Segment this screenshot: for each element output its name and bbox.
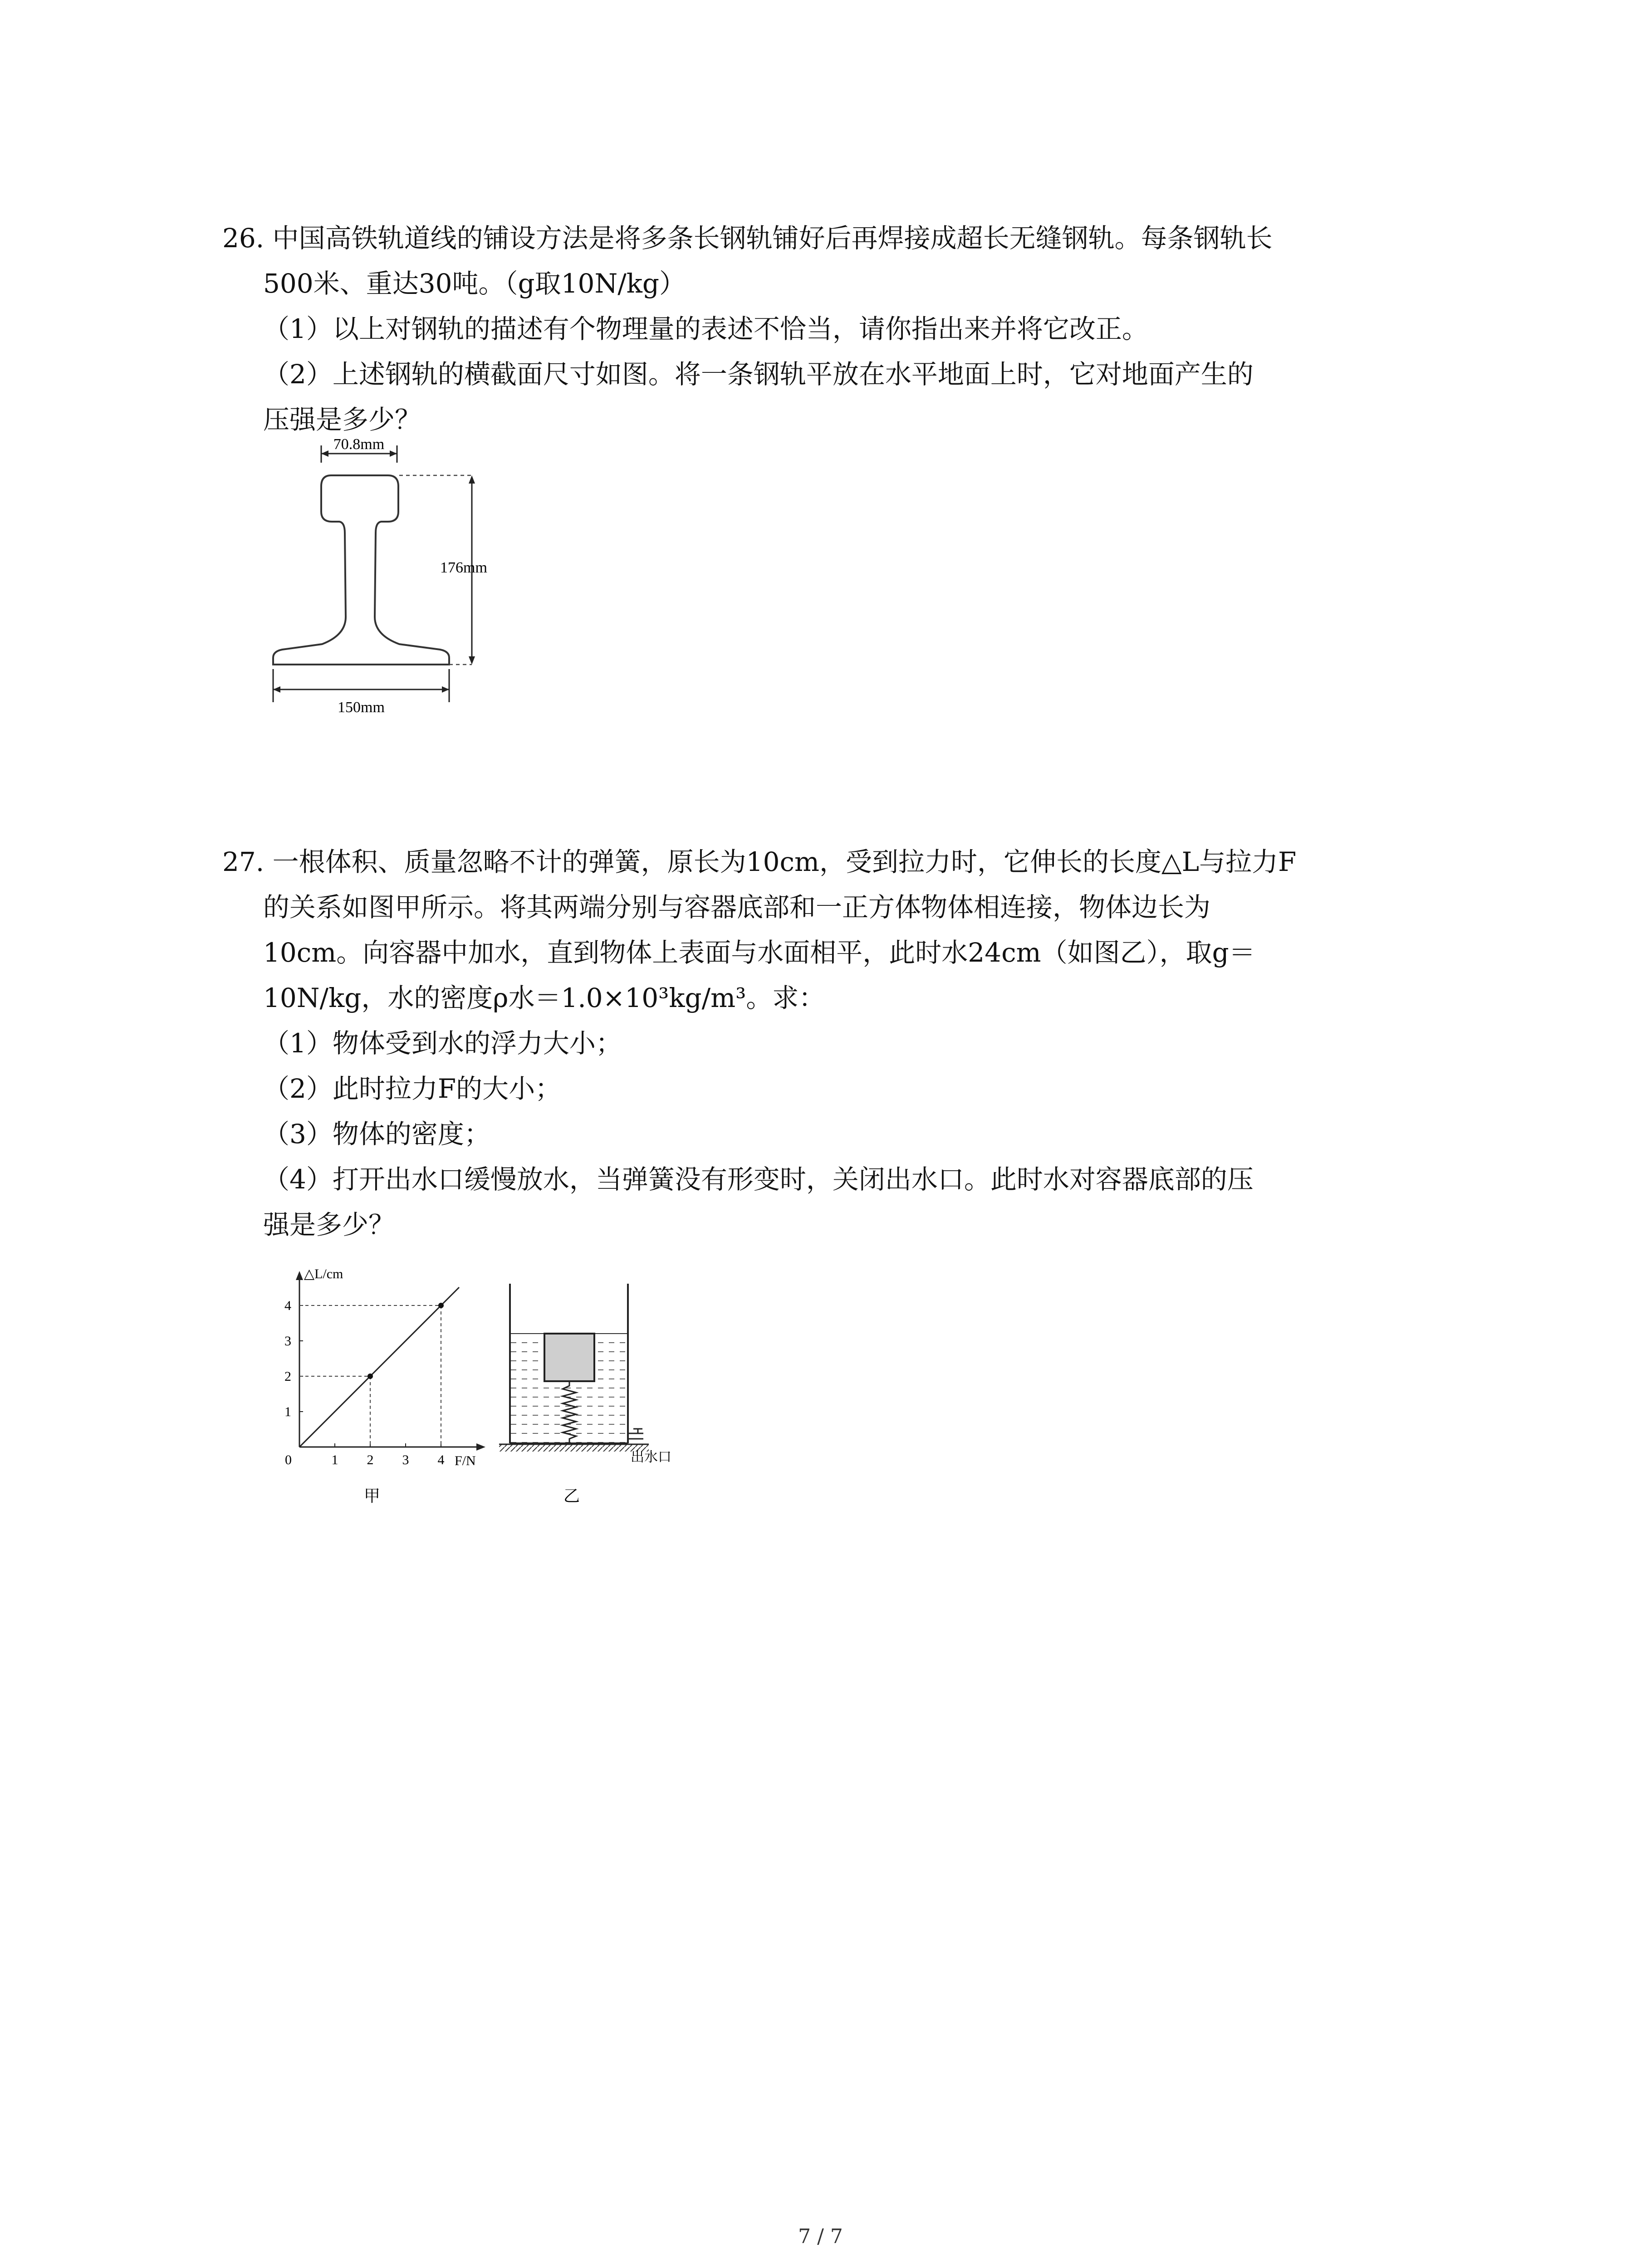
q27-sub-1: （1）物体受到水的浮力大小； — [263, 1028, 622, 1059]
q26-sub-1: （1）以上对钢轨的描述有个物理量的表述不恰当，请你指出来并将它改正。 — [263, 313, 1148, 344]
q27-line-3: 10cm。向容器中加水，直到物体上表面与水面相平，此时水24cm（如图乙），取g＝ — [263, 937, 1255, 968]
rail-height-label: 176mm — [440, 559, 487, 576]
question-27 — [222, 839, 1447, 1247]
graph-caption-jia: 甲 — [363, 1487, 381, 1505]
container-figure-yi — [499, 1284, 690, 1510]
x-axis-label: F/N — [455, 1453, 476, 1468]
question-26 — [222, 215, 1447, 442]
x-tick-label: 1 — [331, 1452, 338, 1467]
outlet-label: 出水口 — [631, 1450, 671, 1465]
q26-sub-2b: 压强是多少？ — [263, 404, 421, 435]
x-tick-label: 2 — [367, 1452, 374, 1467]
y-axis-label: △L/cm — [304, 1266, 343, 1281]
q26-line-2: 500米、重达30吨。（g取10N/kg） — [263, 268, 686, 299]
spring-graph-jia — [272, 1266, 508, 1510]
y-tick-label: 3 — [284, 1334, 291, 1349]
y-tick-label: 4 — [284, 1298, 291, 1313]
rail-cross-section-figure — [268, 435, 522, 726]
y-tick-label: 2 — [284, 1369, 291, 1384]
q27-line-2: 的关系如图甲所示。将其两端分别与容器底部和一正方体物体相连接，物体边长为 — [263, 892, 1211, 923]
cube-object — [544, 1334, 594, 1381]
x-tick-label: 4 — [437, 1452, 445, 1467]
q27-line-1: 27. 一根体积、质量忽略不计的弹簧，原长为10cm，受到拉力时，它伸长的长度△L与拉力F — [222, 846, 1297, 877]
q26-sub-2a: （2）上述钢轨的横截面尺寸如图。将一条钢轨平放在水平地面上时，它对地面产生的 — [263, 359, 1254, 390]
q27-line-4: 10N/kg，水的密度ρ水＝1.0×10³kg/m³。求： — [263, 982, 825, 1013]
container-caption-yi: 乙 — [563, 1487, 580, 1505]
rail-base-width-label: 150mm — [338, 699, 385, 716]
data-point — [438, 1303, 444, 1308]
x-tick-label: 3 — [402, 1452, 409, 1467]
page-number: 7 / 7 — [798, 2225, 843, 2248]
data-point — [367, 1374, 373, 1379]
rail-top-width-label: 70.8mm — [333, 436, 385, 453]
origin-label: 0 — [285, 1452, 292, 1467]
q27-sub-4a: （4）打开出水口缓慢放水，当弹簧没有形变时，关闭出水口。此时水对容器底部的压 — [263, 1164, 1254, 1195]
y-tick-label: 1 — [284, 1404, 291, 1419]
q26-line-1: 26. 中国高铁轨道线的铺设方法是将多条长钢轨铺好后再焊接成超长无缝钢轨。每条钢轨长 — [222, 223, 1273, 254]
rail-profile — [273, 475, 449, 665]
q27-sub-2: （2）此时拉力F的大小； — [263, 1073, 562, 1104]
q27-sub-4b: 强是多少？ — [263, 1209, 395, 1240]
series-line — [299, 1287, 459, 1447]
q27-sub-3: （3）物体的密度； — [263, 1119, 490, 1149]
